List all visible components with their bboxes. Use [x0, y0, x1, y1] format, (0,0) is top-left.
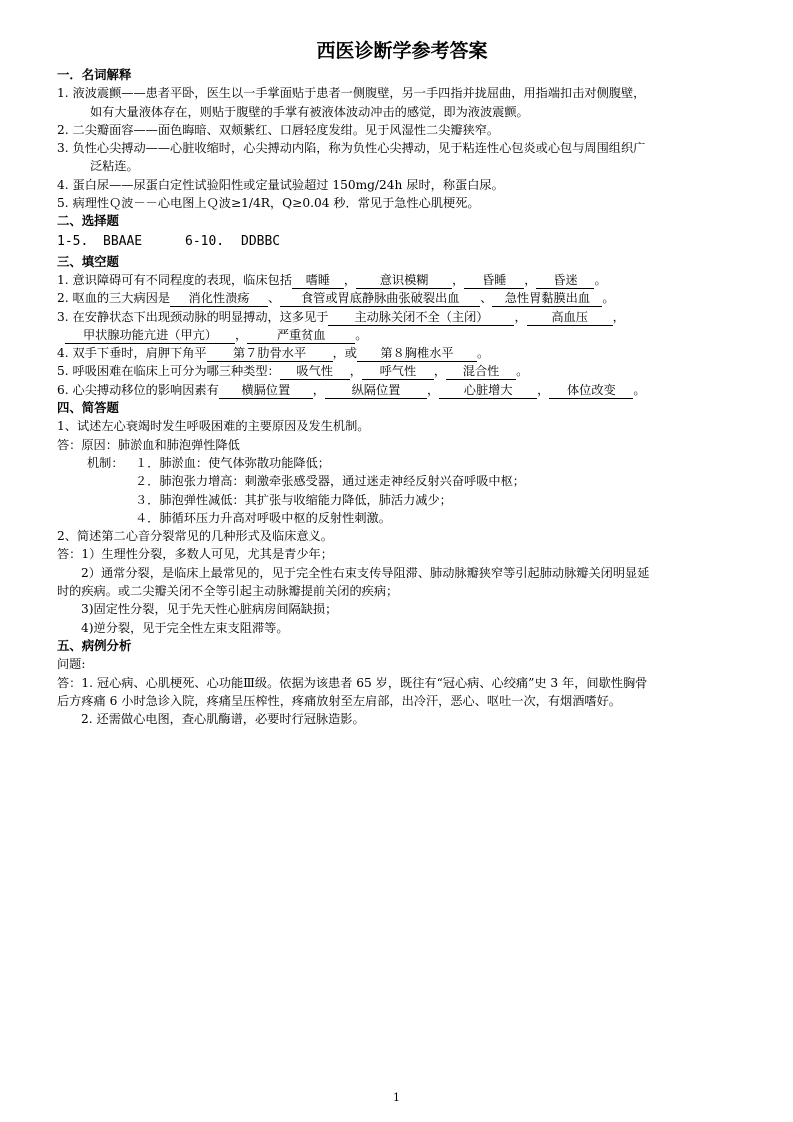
- answer-blank: 心脏增大: [439, 383, 537, 399]
- answer-blank: 急性胃黏膜出血: [492, 291, 602, 307]
- section-heading-definitions: 一．名词解释: [57, 67, 132, 82]
- end-mark: 。: [476, 346, 490, 361]
- end-mark: 。: [602, 291, 615, 306]
- answer-blank: 纵隔位置: [325, 383, 427, 399]
- question-text: 3. 在安静状态下出现颈动脉的明显搏动，这多见于: [57, 309, 329, 324]
- definition-item: 3. 负性心尖搏动——心脏收缩时，心尖搏动内陷，称为负性心尖搏动，见于粘连性心包炎或心包与周围组织广: [57, 141, 646, 156]
- fill-question-2: [57, 289, 747, 307]
- short-answer-2-line: 2）通常分裂，是临床上最常见的，见于完全性右束支传导阻滞、肺动脉瓣狭窄等引起肺动脉瓣关闭明显延: [81, 565, 650, 580]
- short-answer-1: 答：原因：肺淤血和肺泡弹性降低: [57, 437, 240, 452]
- fill-question-3-cont: [57, 326, 747, 344]
- separator: ，: [343, 272, 357, 287]
- mechanism-item: ２．肺泡张力增高：刺激牵张感受器，通过迷走神经反射兴奋呼吸中枢；: [135, 474, 525, 489]
- fill-question-6: [57, 381, 747, 399]
- answer-blank: 嗜睡: [292, 273, 344, 289]
- separator: ，: [537, 382, 550, 397]
- separator: ，: [235, 327, 248, 342]
- separator: ，: [524, 272, 537, 287]
- answer-blank: 第７肋骨水平: [207, 346, 333, 362]
- mechanism-label: 机制：: [87, 455, 124, 470]
- answer-blank: 甲状腺功能亢进（甲亢）: [65, 328, 235, 344]
- answer-blank: 混合性: [446, 364, 516, 380]
- separator: 、: [480, 291, 493, 306]
- definition-item: 5. 病理性Ｑ波－－心电图上Ｑ波≥1/4R，Q≥0.04 秒．常见于急性心肌梗死。: [57, 196, 480, 211]
- document-page: [57, 38, 747, 728]
- answer-blank: 消化性溃疡: [170, 291, 268, 307]
- short-answer-2-line: 时的疾病。或二尖瓣关闭不全等引起主动脉瓣提前关闭的疾病；: [57, 584, 399, 599]
- separator: ，: [612, 309, 625, 324]
- fill-question-1: [57, 271, 747, 289]
- answer-blank: 体位改变: [549, 383, 633, 399]
- case-answer-line: 答：1. 冠心病、心肌梗死、心功能Ⅲ级。依据为该患者 65 岁，既往有“冠心病、心绞痛”史 3 年，间歇性胸骨: [57, 675, 648, 690]
- answer-blank: 第８胸椎水平: [357, 346, 477, 362]
- mechanism-item: １．肺淤血：使气体弥散功能降低；: [135, 455, 330, 470]
- definition-item-cont: 泛粘连。: [90, 159, 139, 174]
- separator: ，或: [332, 346, 357, 361]
- mc-answer-1: BBAAE: [103, 233, 143, 249]
- answer-blank: 高血压: [527, 310, 613, 326]
- mc-range-1: 1-5.: [57, 233, 89, 249]
- separator: ，: [433, 364, 447, 379]
- question-text: 5. 呼吸困难在临床上可分为哪三种类型：: [57, 364, 280, 379]
- answer-blank: 横膈位置: [219, 383, 313, 399]
- definition-item: 4. 蛋白尿——尿蛋白定性试验阳性或定量试验超过 150mg/24h 尿时，称蛋白尿。: [57, 177, 504, 192]
- end-mark: 。: [594, 272, 607, 287]
- definition-item-cont: 如有大量液体存在，则贴于腹壁的手掌有被液体波动冲击的感觉，即为液波震颤。: [90, 104, 529, 119]
- fill-question-4: [57, 344, 747, 362]
- answer-blank: 昏迷: [536, 273, 594, 289]
- short-question-2: 2、简述第二心音分裂常见的几种形式及临床意义。: [57, 529, 333, 544]
- section-heading-fill-blank: 三、填空题: [57, 253, 119, 269]
- case-answer-line: 2. 还需做心电图，查心肌酶谱，必要时行冠脉造影。: [81, 712, 365, 727]
- section-heading-short-answer: 四、简答题: [57, 400, 119, 416]
- section-heading-multiple-choice: 二、选择题: [57, 213, 119, 229]
- mechanism-item: ４．肺循环压力升高对呼吸中枢的反射性刺激。: [135, 510, 391, 525]
- separator: ，: [514, 309, 527, 324]
- separator: ，: [426, 382, 440, 397]
- answer-blank: 吸气性: [280, 364, 350, 380]
- mc-range-2: 6-10.: [185, 233, 225, 249]
- mechanism-item: ３．肺泡弹性减低：其扩张与收缩能力降低，肺活力减少；: [135, 492, 452, 507]
- separator: ，: [452, 272, 465, 287]
- separator: 、: [268, 291, 281, 306]
- answer-blank: 呼气性: [362, 364, 434, 380]
- mc-answer-2: DDBBC: [241, 233, 281, 249]
- page-number: 1: [393, 1091, 400, 1104]
- question-text: 1. 意识障碍可有不同程度的表现，临床包括: [57, 272, 292, 287]
- separator: ，: [349, 364, 362, 379]
- case-answer-line: 后方疼痛 6 小时急诊入院，疼痛呈压榨性，疼痛放射至左肩部，出冷汗，恶心、呕吐一次，有烟酒嗜好。: [57, 693, 621, 708]
- answer-blank: 食管或胃底静脉曲张破裂出血: [280, 291, 480, 307]
- separator: ，: [312, 382, 325, 397]
- definition-item: 2. 二尖瓣面容——面色晦暗、双颊紫红、口唇轻度发绀。见于风湿性二尖瓣狭窄。: [57, 122, 500, 137]
- definition-item: 1. 液波震颤——患者平卧，医生以一手掌面贴于患者一侧腹壁，另一手四指并拢屈曲，用指端扣击对侧腹壁，: [57, 86, 646, 101]
- mechanism-row-1: [57, 454, 747, 472]
- short-question-1: 1、试述左心衰竭时发生呼吸困难的主要原因及发生机制。: [57, 419, 370, 434]
- short-answer-2-line: 4)逆分裂，见于完全性左束支阻滞等。: [81, 620, 289, 635]
- answer-blank: 昏睡: [464, 273, 524, 289]
- multiple-choice-answers: [57, 231, 747, 253]
- short-answer-2-line: 答：1）生理性分裂，多数人可见，尤其是青少年；: [57, 547, 333, 562]
- answer-blank: 主动脉关闭不全（主闭）: [328, 310, 514, 326]
- question-text: 6. 心尖搏动移位的影响因素有: [57, 382, 219, 397]
- fill-question-5: [57, 362, 747, 380]
- answer-blank: 严重贫血: [247, 328, 355, 344]
- end-mark: 。: [516, 364, 529, 379]
- short-answer-2-line: 3)固定性分裂，见于先天性心脏病房间隔缺损；: [81, 602, 338, 617]
- question-text: 4. 双手下垂时，肩胛下角平: [57, 346, 207, 361]
- question-text: 2. 呕血的三大病因是: [57, 291, 171, 306]
- end-mark: 。: [633, 382, 646, 397]
- case-question-label: 问题:: [57, 657, 86, 672]
- page-title: 西医诊断学参考答案: [316, 40, 488, 62]
- fill-question-3: [57, 308, 747, 326]
- end-mark: 。: [355, 327, 368, 342]
- answer-blank: 意识模糊: [356, 273, 452, 289]
- section-heading-case-analysis: 五、病例分析: [57, 637, 132, 653]
